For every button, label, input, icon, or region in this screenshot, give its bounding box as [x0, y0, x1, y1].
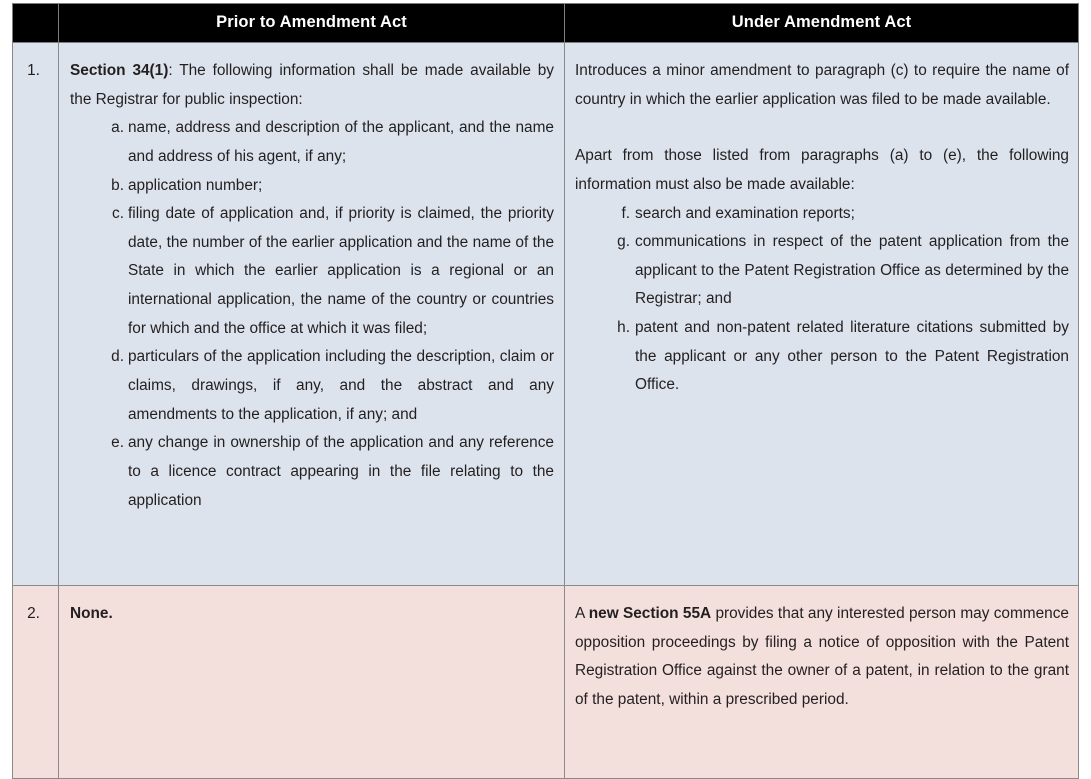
column-header-number [13, 4, 59, 43]
section-label: Section 34(1) [70, 61, 169, 79]
list-item [106, 172, 554, 201]
list-item-text: search and examination reports; [635, 204, 855, 222]
row-number: 2. [13, 585, 59, 778]
list-item-text: name, address and description of the applicant, and the name and address of his agent, if any; [128, 119, 554, 165]
table-row [13, 585, 1079, 778]
list-marker: d. [111, 348, 124, 366]
list-marker: g. [617, 233, 630, 251]
row-1-prior-cell [59, 42, 565, 585]
section-lead-text: : The following information shall be made available by the Registrar for public inspection: [70, 61, 554, 108]
list-item [612, 228, 1069, 314]
list-item [106, 429, 554, 515]
list-marker: h. [617, 319, 630, 337]
under-item-list [575, 200, 1069, 400]
list-item-text: communications in respect of the patent application from the applicant to the Patent Registration Office as determined by the Registrar; and [635, 233, 1069, 308]
comparison-table [12, 3, 1079, 779]
under-paragraph-1: Introduces a minor amendment to paragraph (c) to require the name of country in which the earlier application was filed to be made available. [575, 61, 1069, 108]
row-1-under-cell [565, 42, 1079, 585]
section-lead-paragraph [70, 57, 554, 114]
list-item-text: patent and non-patent related literature citations submitted by the applicant or any other person to the Patent Registration Office. [635, 319, 1069, 394]
list-marker: c. [112, 205, 124, 223]
list-marker: e. [111, 434, 124, 452]
para-lead: A [575, 604, 589, 622]
row-number: 1. [13, 42, 59, 585]
list-item [106, 200, 554, 343]
list-item-text: particulars of the application including the description, claim or claims, drawings, if any, and the abstract and any amendments to the application, if any; and [128, 348, 554, 423]
none-text [70, 600, 554, 629]
list-marker: a. [111, 119, 124, 137]
under-paragraph [575, 600, 1069, 715]
para-rest: provides that any interested person may commence opposition proceedings by filing a notice of opposition with the Patent Registration Office against the owner of a patent, in relation to the grant of the patent, within a prescribed period. [575, 604, 1069, 708]
list-item-text: application number; [128, 176, 263, 194]
none-label: None. [70, 604, 113, 622]
header-row [13, 4, 1079, 43]
row-2-prior-cell [59, 585, 565, 778]
row-2-under-cell [565, 585, 1079, 778]
table-header [13, 4, 1079, 43]
list-item [612, 314, 1069, 400]
under-paragraph-2: Apart from those listed from paragraphs (a) to (e), the following information must also be made available: [575, 147, 1069, 193]
list-item [106, 343, 554, 429]
table-body [13, 42, 1079, 778]
column-header-prior: Prior to Amendment Act [59, 4, 565, 43]
section-label: new Section 55A [588, 604, 712, 622]
paragraph-spacer [575, 114, 1069, 142]
table-row [13, 42, 1079, 585]
prior-item-list [70, 114, 554, 515]
list-marker: b. [111, 176, 124, 194]
column-header-under: Under Amendment Act [565, 4, 1079, 43]
list-item-text: any change in ownership of the application and any reference to a licence contract appearing in the file relating to the application [128, 434, 554, 509]
list-marker: f. [621, 204, 630, 222]
list-item-text: filing date of application and, if priority is claimed, the priority date, the number of the earlier application and the name of the State in which the earlier application is a regional or an international application, the name of the country or countries for which and the office at which it was filed; [128, 205, 554, 337]
list-item [106, 114, 554, 171]
list-item [612, 200, 1069, 229]
